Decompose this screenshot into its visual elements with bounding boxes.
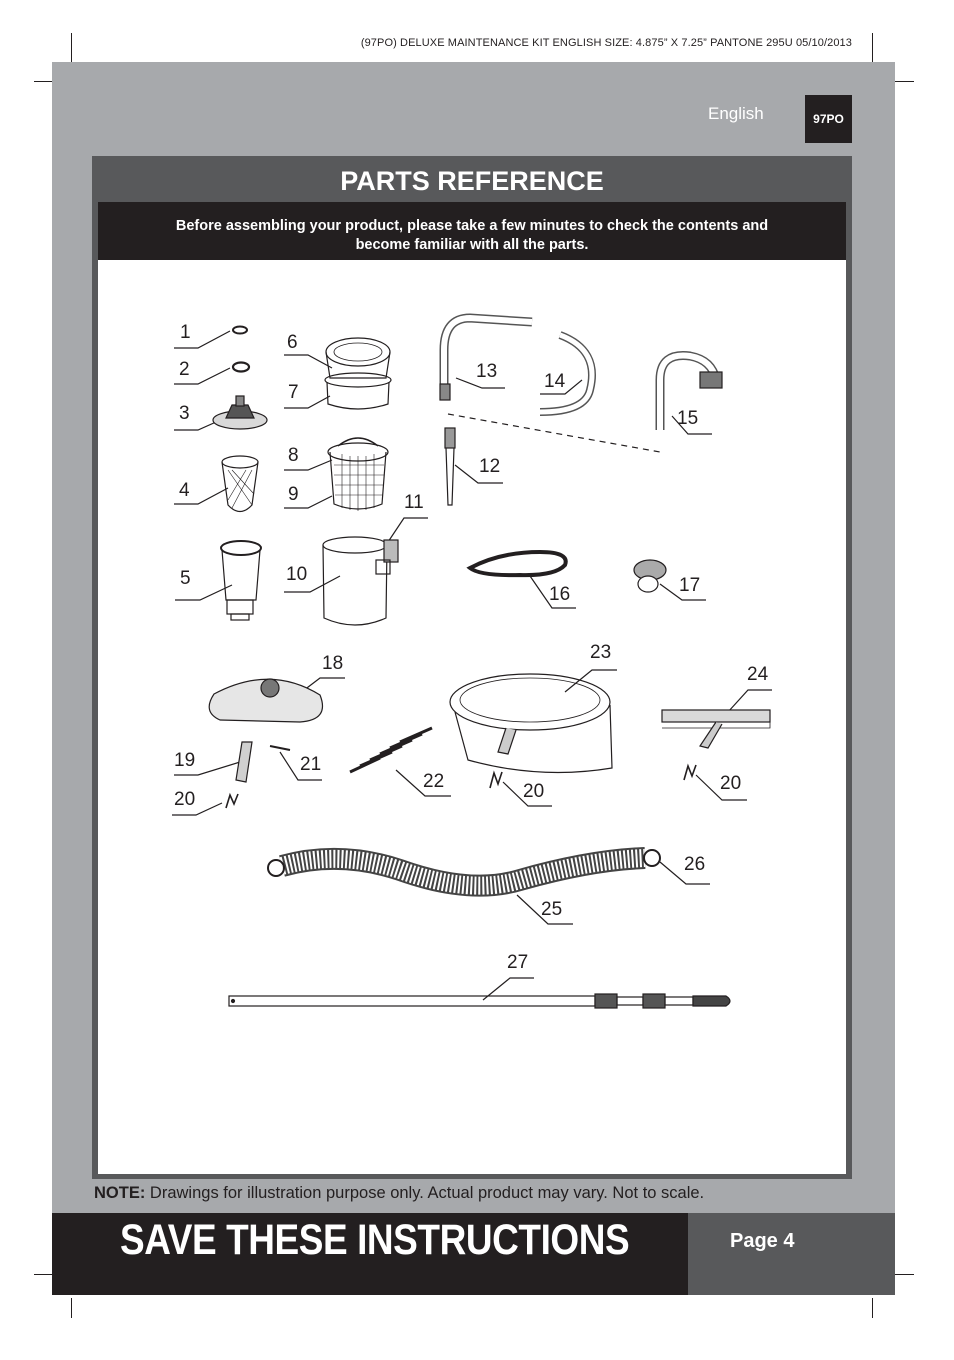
part-6-7-skimmer-top [325,338,391,409]
leader-line-24 [728,690,772,712]
part-16-hose [470,552,566,575]
part-4-filter-screen [222,456,258,512]
part-18-vacuum-head [209,679,322,722]
callout-6: 6 [287,332,298,353]
intro-text: Before assembling your product, please take a few minutes to check the contents and become familiar with all the parts. [98,202,846,260]
callout-17: 17 [679,575,701,596]
part-25-vacuum-hose [282,858,645,886]
part-8-9-basket [328,438,388,511]
callout-23: 23 [590,642,612,663]
leader-line-27 [483,978,534,1000]
model-code-badge: 97PO [805,95,852,143]
callout-18: 18 [322,653,344,674]
part-20c-clip [684,765,696,780]
callout-20a: 20 [174,789,196,810]
callout-14: 14 [544,371,566,392]
part-27-telescopic-pole [229,994,730,1008]
section-title: PARTS REFERENCE [340,166,604,196]
part-20a-clip [226,794,238,808]
part-24-wall-brush [662,710,770,748]
part-23-leaf-skimmer [450,674,612,773]
part-22-brushes [350,728,432,772]
part-20b-clip [490,772,502,788]
language-label: English [708,104,764,123]
part-12-bracket [445,428,455,505]
callout-3: 3 [179,403,190,424]
callout-11: 11 [404,492,424,513]
page-number: Page 4 [730,1230,795,1252]
callout-2: 2 [179,359,190,380]
leader-line-11 [388,518,428,542]
print-info: (97PO) DELUXE MAINTENANCE KIT ENGLISH SIZE: 4.875” X 7.25” PANTONE 295U 05/10/2013 [360,37,852,49]
callout-10: 10 [286,564,308,585]
callout-9: 9 [288,484,299,505]
part-1-oring [233,327,247,334]
part-3-valve [213,396,267,429]
part-26-clamp [268,860,284,876]
note-text: Drawings for illustration purpose only. Actual product may vary. Not to scale. [145,1184,705,1202]
callout-21: 21 [300,754,322,775]
leader-line-6 [284,355,332,368]
callout-15: 15 [677,408,699,429]
callout-5: 5 [180,568,191,589]
note-label: NOTE: [94,1184,146,1202]
alignment-dashed-line [448,414,660,452]
part-10-11-skimmer-body [323,537,398,625]
part-21-pin [270,746,290,750]
callout-26: 26 [684,854,706,875]
callout-27: 27 [507,952,529,973]
footer-page-box [688,1213,895,1295]
callout-8: 8 [288,445,299,466]
callout-20c: 20 [720,773,742,794]
part-2-oring [233,363,249,372]
disclaimer-note [94,1184,704,1203]
callout-22: 22 [423,771,445,792]
callout-25: 25 [541,899,563,920]
footer-title: SAVE THESE INSTRUCTIONS [120,1216,630,1264]
callout-24: 24 [747,664,769,685]
part-26-clamp [644,850,660,866]
callout-13: 13 [476,361,498,382]
callout-20b: 20 [523,781,545,802]
part-19-handle [236,742,252,782]
callout-1: 1 [180,322,191,343]
callout-19: 19 [174,750,196,771]
part-17-cap [634,560,666,592]
callout-16: 16 [549,584,571,605]
callout-7: 7 [288,382,299,403]
callout-4: 4 [179,480,190,501]
callout-12: 12 [479,456,501,477]
part-5-adapter [221,541,261,620]
